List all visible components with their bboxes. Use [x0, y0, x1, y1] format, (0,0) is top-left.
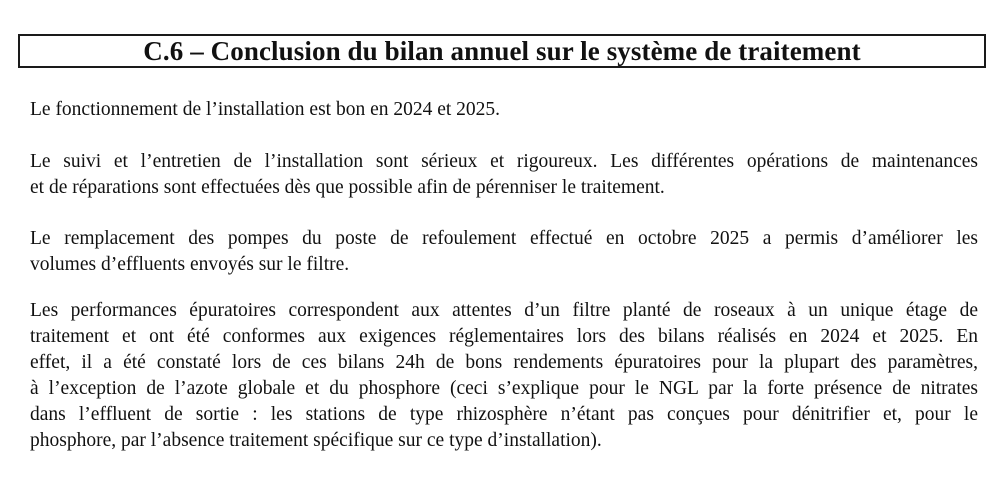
paragraph-line: Le suivi et l’entretien de l’installation sont sérieux et rigoureux. Les différentes opérations de maintenances: [30, 151, 978, 172]
paragraph-line: et de réparations sont effectuées dès que possible afin de pérenniser le traitement.: [30, 177, 665, 198]
paragraph-line: phosphore, par l’absence traitement spécifique sur ce type d’installation).: [30, 430, 602, 451]
paragraph-line: traitement et ont été conformes aux exigences réglementaires lors des bilans réalisés en 2024 et 2025. En: [30, 326, 978, 347]
paragraph-line: Le fonctionnement de l’installation est bon en 2024 et 2025.: [30, 99, 501, 120]
section-title-box: [18, 34, 986, 68]
paragraph-pumps: [30, 226, 978, 278]
paragraph-line: volumes d’effluents envoyés sur le filtre.: [30, 254, 350, 275]
paragraph-performance: [30, 298, 978, 454]
paragraph-maintenance: [30, 149, 978, 201]
paragraph-line: effet, il a été constaté lors de ces bilans 24h de bons rendements épuratoires pour la plupart des paramètres,: [30, 352, 978, 373]
paragraph-line: à l’exception de l’azote globale et du phosphore (ceci s’explique pour le NGL par la forte présence de nitrates: [30, 378, 978, 399]
paragraph-line: dans l’effluent de sortie : les stations de type rhizosphère n’étant pas conçues pour dénitrifier et, pour le: [30, 404, 978, 425]
section-title: C.6 – Conclusion du bilan annuel sur le système de traitement: [143, 35, 861, 66]
paragraph-line: Les performances épuratoires correspondent aux attentes d’un filtre planté de roseaux à un unique étage de: [30, 300, 978, 321]
paragraph-line: Le remplacement des pompes du poste de refoulement effectué en octobre 2025 a permis d’améliorer les: [30, 228, 978, 249]
paragraph-operation: [30, 97, 978, 123]
